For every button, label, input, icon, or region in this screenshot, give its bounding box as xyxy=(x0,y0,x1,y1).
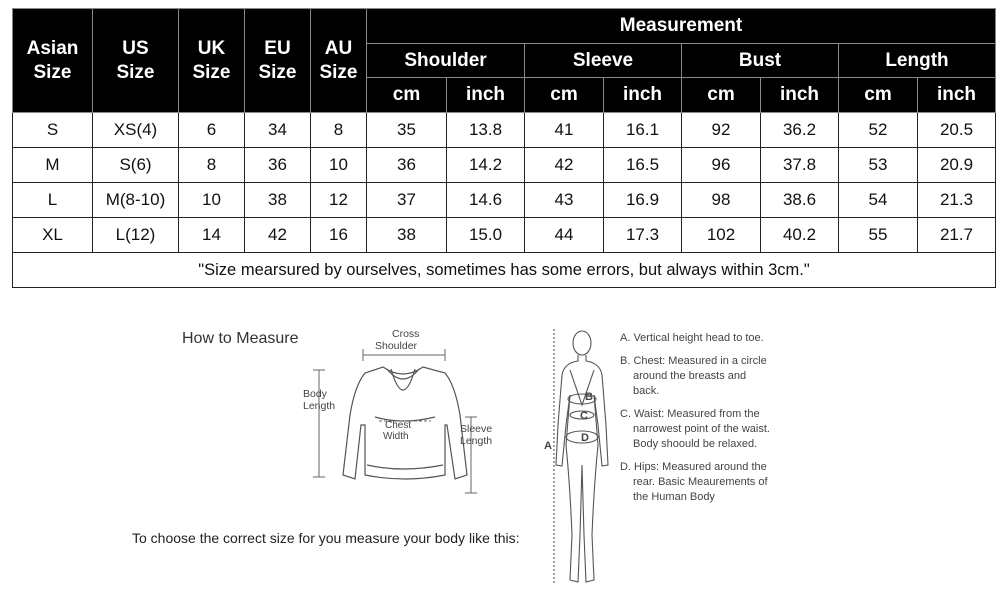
table-cell: 14 xyxy=(179,218,245,253)
table-cell: 43 xyxy=(525,183,604,218)
table-row xyxy=(13,183,996,218)
table-cell: 14.6 xyxy=(447,183,525,218)
table-cell: 54 xyxy=(839,183,918,218)
table-cell: 20.5 xyxy=(918,113,996,148)
table-cell: 10 xyxy=(311,148,367,183)
table-cell: 17.3 xyxy=(604,218,682,253)
table-cell: S xyxy=(13,113,93,148)
table-cell: 36.2 xyxy=(761,113,839,148)
table-cell: 20.9 xyxy=(918,148,996,183)
label-sleeve-length: Length xyxy=(460,435,493,447)
label-chest: Chest xyxy=(385,420,412,431)
table-cell: 16.9 xyxy=(604,183,682,218)
table-cell: 16 xyxy=(311,218,367,253)
table-cell: 40.2 xyxy=(761,218,839,253)
header-bust: Bust xyxy=(682,44,839,78)
measurement-legend xyxy=(620,331,770,513)
label-width: Width xyxy=(383,431,409,442)
table-cell: 37.8 xyxy=(761,148,839,183)
table-cell: 34 xyxy=(245,113,311,148)
header-measurement: Measurement xyxy=(367,9,996,44)
letter-d: D xyxy=(581,432,589,444)
table-row xyxy=(13,148,996,183)
legend-item-a: A. Vertical height head to toe. xyxy=(620,332,764,344)
header-eu-size: EU Size xyxy=(245,9,311,113)
table-cell: 42 xyxy=(525,148,604,183)
table-cell: S(6) xyxy=(93,148,179,183)
legend-item-c: C. Waist: Measured from the narrowest point of the waist. Body shoould be relaxed. xyxy=(620,408,770,450)
unit-cm: cm xyxy=(525,78,604,113)
legend-item-d: D. Hips: Measured around the rear. Basic Meaurements of the Human Body xyxy=(620,461,768,503)
table-cell: 21.3 xyxy=(918,183,996,218)
table-cell: L xyxy=(13,183,93,218)
table-cell: M xyxy=(13,148,93,183)
table-cell: 92 xyxy=(682,113,761,148)
label-body: Body xyxy=(303,388,327,400)
unit-inch: inch xyxy=(447,78,525,113)
table-cell: 8 xyxy=(179,148,245,183)
size-chart-table xyxy=(12,8,996,288)
table-cell: 38 xyxy=(245,183,311,218)
header-uk-size: UK Size xyxy=(179,9,245,113)
table-cell: XL xyxy=(13,218,93,253)
label-sleeve: Sleeve xyxy=(460,423,493,435)
table-cell: 12 xyxy=(311,183,367,218)
legend-item-b: B. Chest: Measured in a circle around the breasts and back. xyxy=(620,355,767,397)
table-cell: 36 xyxy=(367,148,447,183)
table-cell: 42 xyxy=(245,218,311,253)
table-cell: 37 xyxy=(367,183,447,218)
table-row xyxy=(13,113,996,148)
body-diagram xyxy=(540,325,620,595)
table-cell: XS(4) xyxy=(93,113,179,148)
choose-size-instruction: To choose the correct size for you measure your body like this: xyxy=(132,530,520,546)
unit-inch: inch xyxy=(604,78,682,113)
table-cell: 8 xyxy=(311,113,367,148)
header-us-size: US Size xyxy=(93,9,179,113)
table-cell: 52 xyxy=(839,113,918,148)
sweater-diagram xyxy=(295,325,510,500)
table-cell: 44 xyxy=(525,218,604,253)
table-cell: 6 xyxy=(179,113,245,148)
label-length: Length xyxy=(303,400,336,412)
letter-b: B xyxy=(585,391,593,403)
table-cell: 53 xyxy=(839,148,918,183)
table-cell: 15.0 xyxy=(447,218,525,253)
table-cell: 38 xyxy=(367,218,447,253)
table-cell: 16.1 xyxy=(604,113,682,148)
table-cell: 96 xyxy=(682,148,761,183)
unit-cm: cm xyxy=(367,78,447,113)
table-cell: 14.2 xyxy=(447,148,525,183)
measurement-note: "Size mearsured by ourselves, sometimes has some errors, but always within 3cm." xyxy=(13,253,996,288)
table-row xyxy=(13,218,996,253)
header-asian-size: Asian Size xyxy=(13,9,93,113)
unit-cm: cm xyxy=(839,78,918,113)
table-cell: 102 xyxy=(682,218,761,253)
header-sleeve: Sleeve xyxy=(525,44,682,78)
table-cell: 13.8 xyxy=(447,113,525,148)
unit-inch: inch xyxy=(918,78,996,113)
table-cell: 98 xyxy=(682,183,761,218)
table-cell: 41 xyxy=(525,113,604,148)
table-cell: M(8-10) xyxy=(93,183,179,218)
table-cell: L(12) xyxy=(93,218,179,253)
header-shoulder: Shoulder xyxy=(367,44,525,78)
header-au-size: AU Size xyxy=(311,9,367,113)
letter-c: C xyxy=(580,410,588,422)
unit-cm: cm xyxy=(682,78,761,113)
how-to-measure-title: How to Measure xyxy=(182,330,299,347)
table-cell: 38.6 xyxy=(761,183,839,218)
table-cell: 10 xyxy=(179,183,245,218)
table-cell: 21.7 xyxy=(918,218,996,253)
header-length: Length xyxy=(839,44,996,78)
table-cell: 35 xyxy=(367,113,447,148)
letter-a: A xyxy=(544,440,552,452)
table-cell: 36 xyxy=(245,148,311,183)
body-outline-icon xyxy=(554,329,608,585)
table-cell: 55 xyxy=(839,218,918,253)
label-shoulder: Shoulder xyxy=(375,340,418,352)
label-cross: Cross xyxy=(392,328,420,340)
table-cell: 16.5 xyxy=(604,148,682,183)
unit-inch: inch xyxy=(761,78,839,113)
